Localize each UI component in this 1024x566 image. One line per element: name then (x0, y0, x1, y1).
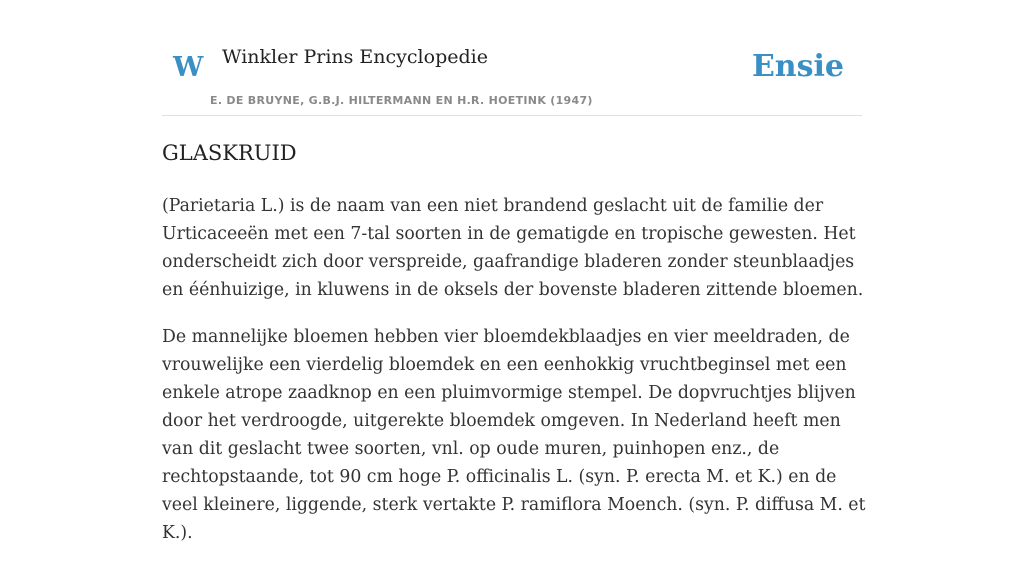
article-body (162, 192, 872, 566)
winkler-prins-logo[interactable]: W (173, 52, 204, 83)
article-paragraph: De mannelijke bloemen hebben vier bloemdekblaadjes en vier meeldraden, de vrouwelijke een vierdelig bloemdek en een eenhokkig vruchtbeginsel met een enkele atrope zaadknop en een pluimvormige stempel. De dopvruchtjes blijven door het verdroogde, uitgerekte bloemdek omgeven. In Nederland heeft men van dit geslacht twee soorten, vnl. op oude muren, puinhopen enz., de rechtopstaande, tot 90 cm hoge P. officinalis L. (syn. P. erecta M. et K.) en de veel kleinere, liggende, sterk vertakte P. ramiflora Moench. (syn. P. diffusa M. et K.). (162, 327, 866, 543)
source-title[interactable]: Winkler Prins Encyclopedie (222, 46, 488, 68)
article-paragraph: (Parietaria L.) is de naam van een niet brandend geslacht uit de familie der Urticaceeën met een 7-tal soorten in de gematigde en tropische gewesten. Het onderscheidt zich door verspreide, gaafrandige bladeren zonder steunblaadjes en éénhuizige, in kluwens in de oksels der bovenste bladeren zittende bloemen. (162, 196, 864, 300)
source-authors: E. DE BRUYNE, G.B.J. HILTERMANN EN H.R. HOETINK (1947) (210, 94, 593, 107)
article-title: GLASKRUID (162, 141, 297, 165)
ensie-logo[interactable]: Ensie (751, 49, 844, 84)
header (162, 36, 862, 116)
